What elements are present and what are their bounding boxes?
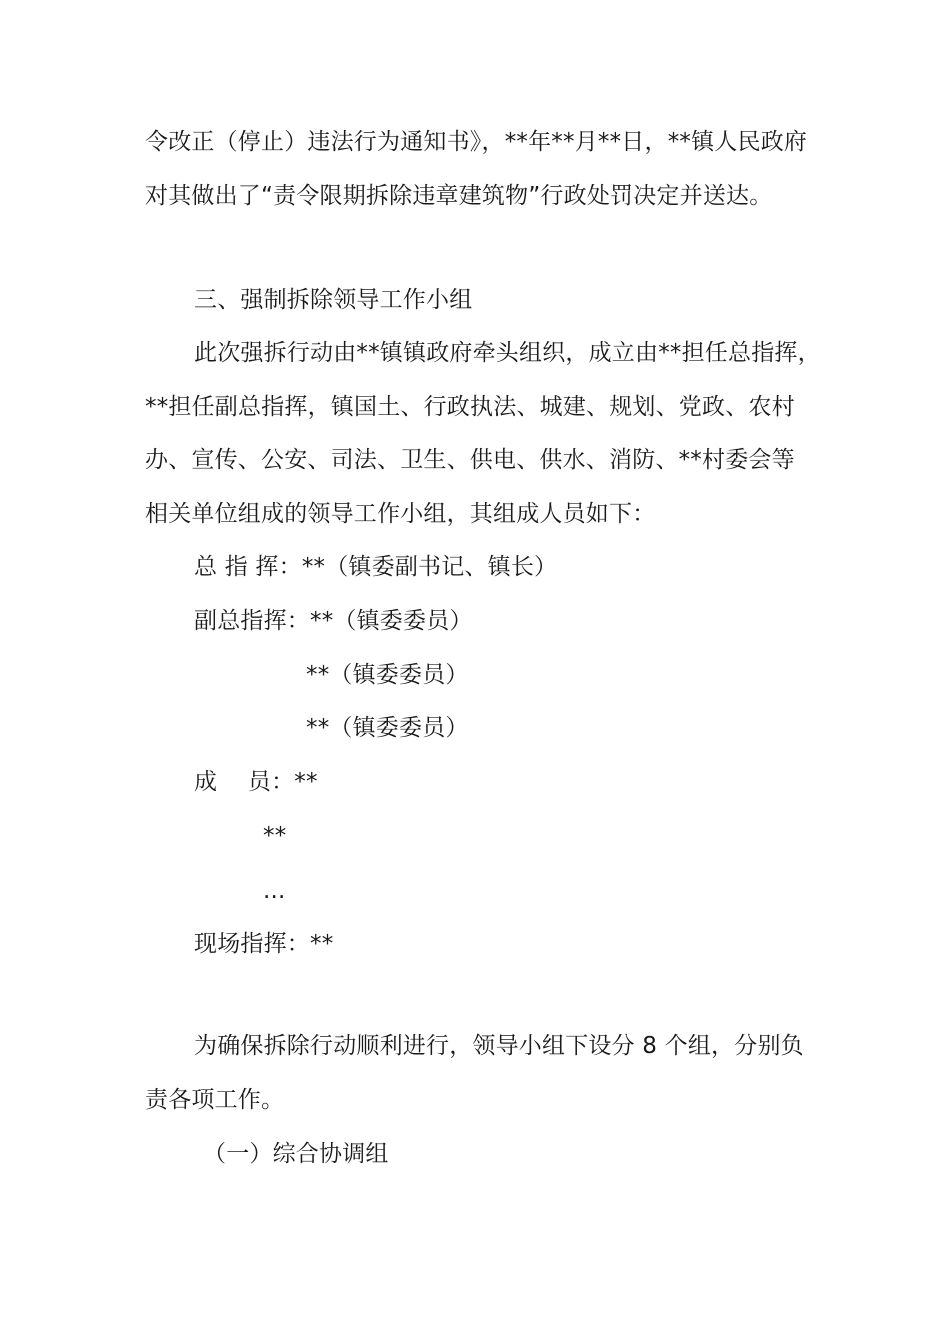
member-line: ** bbox=[263, 823, 287, 849]
body-text-line: 此次强拆行动由**镇镇政府牵头组织，成立由**担任总指挥， bbox=[194, 340, 821, 366]
member-line: ... bbox=[263, 878, 286, 904]
member-line: 总 指 挥：**（镇委副书记、镇长） bbox=[194, 554, 558, 580]
body-text-line: 责各项工作。 bbox=[145, 1087, 285, 1113]
body-text-line: 办、宣传、公安、司法、卫生、供电、供水、消防、**村委会等 bbox=[145, 447, 795, 473]
member-line: **（镇委委员） bbox=[306, 662, 469, 688]
member-line: 副总指挥：**（镇委委员） bbox=[194, 608, 473, 634]
body-text-line: 相关单位组成的领导工作小组，其组成人员如下： bbox=[145, 501, 656, 527]
body-text-line: 令改正（停止）违法行为通知书》，**年**月**日，**镇人民政府 bbox=[145, 129, 808, 155]
subsection-heading: （一）综合协调组 bbox=[203, 1141, 389, 1167]
member-line: 成 员：** bbox=[194, 769, 318, 795]
body-text-line: **担任副总指挥，镇国土、行政执法、城建、规划、党政、农村 bbox=[145, 394, 795, 420]
section-heading: 三、强制拆除领导工作小组 bbox=[194, 287, 473, 313]
member-line: 现场指挥：** bbox=[194, 931, 334, 957]
body-text-line: 为确保拆除行动顺利进行，领导小组下设分 8 个组，分别负 bbox=[194, 1033, 804, 1059]
member-line: **（镇委委员） bbox=[306, 715, 469, 741]
body-text-line: 对其做出了“责令限期拆除违章建筑物”行政处罚决定并送达。 bbox=[145, 183, 773, 209]
